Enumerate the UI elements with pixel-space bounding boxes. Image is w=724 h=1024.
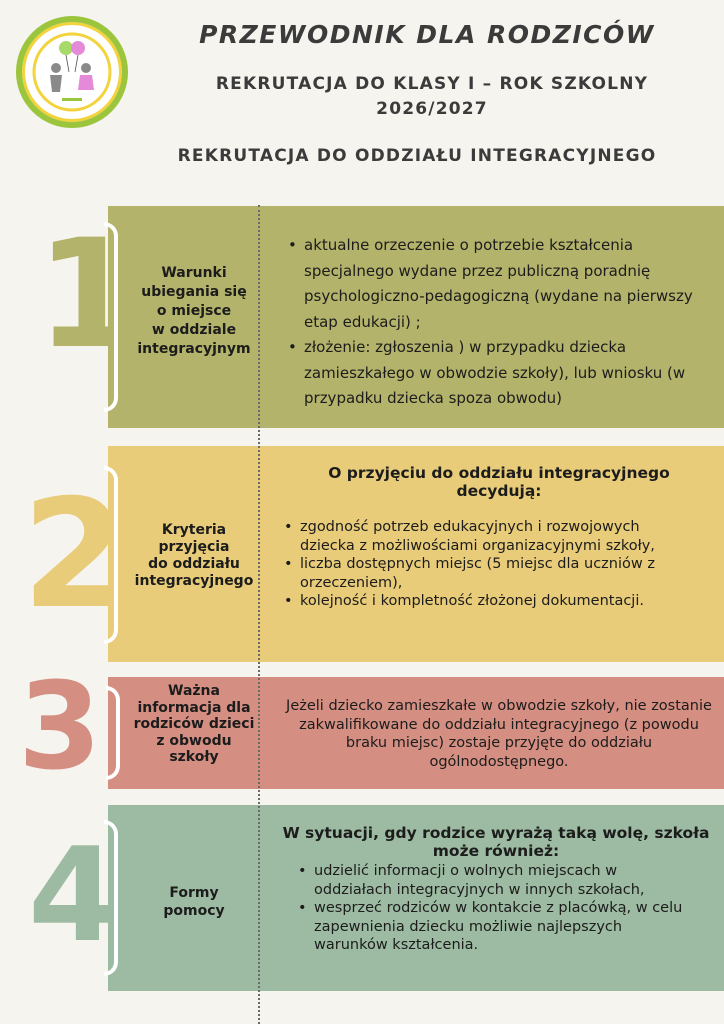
- section-4-number: 4: [28, 819, 119, 971]
- section-1-bracket: [104, 222, 118, 412]
- list-item: • udzielić informacji o wolnych miejscach w oddziałach integracyjnych w innych szkołach,: [296, 862, 716, 899]
- list-item: • zgodność potrzeb edukacyjnych i rozwojowych dziecka z możliwościami organizacyjnymi szkoły,: [282, 518, 716, 555]
- list-item: • kolejność i kompletność złożonej dokumentacji.: [282, 592, 716, 611]
- list-item: • liczba dostępnych miejsc (5 miejsc dla uczniów z orzeczeniem),: [282, 555, 716, 592]
- dotted-divider: [258, 205, 260, 1024]
- section-1-label: Warunki ubiegania się o miejsce w oddziale integracyjnym: [137, 265, 251, 357]
- section-title: REKRUTACJA DO ODDZIAŁU INTEGRACYJNEGO: [177, 146, 657, 166]
- school-logo-icon: [22, 22, 122, 122]
- section-3-content: Jeżeli dziecko zamieszkałe w obwodzie szkoły, nie zostanie zakwalifikowane do oddziału integracyjnego (z powodu braku miejsc) zostaje przyjęte do oddziału ogólnodostępnego.: [286, 698, 712, 770]
- section-4-heading: W sytuacji, gdy rodzice wyrażą taką wolę, szkoła może również:: [282, 824, 710, 860]
- section-3-label: Ważna informacja dla rodziców dzieci z obwodu szkoły: [133, 683, 255, 765]
- list-item: • wesprzeć rodziców w kontakcie z placówką, w celu zapewnienia dziecku możliwie najlepszych warunków kształcenia.: [296, 899, 716, 955]
- section-1-number: 1: [36, 208, 141, 382]
- page-title: PRZEWODNIK DLA RODZICÓW: [199, 20, 655, 49]
- section-1-content: [286, 233, 716, 412]
- section-2-heading: O przyjęciu do oddziału integracyjnego decydują:: [328, 464, 670, 500]
- section-2-content: [282, 464, 716, 611]
- section-4-label: Formy pomocy: [163, 885, 225, 919]
- section-3-number: 3: [18, 658, 102, 797]
- page-subtitle: [150, 72, 714, 122]
- section-4-content: [276, 824, 716, 955]
- section-4-bracket: [104, 820, 118, 976]
- section-3-bracket: [106, 686, 120, 780]
- section-2-label: Kryteria przyjęcia do oddziału integracyjnego: [134, 522, 254, 589]
- section-2-bracket: [104, 466, 118, 644]
- section-2-number: 2: [22, 468, 127, 642]
- list-item: • aktualne orzeczenie o potrzebie kształcenia specjalnego wydane przez publiczną poradnię psychologiczno-pedagogiczną (wydane na pierwszy etap edukacji) ;: [286, 233, 716, 335]
- subtitle-line-2: 2026/2027: [376, 99, 488, 119]
- list-item: • złożenie: zgłoszenia ) w przypadku dziecka zamieszkałego w obwodzie szkoły), lub wniosku (w przypadku dziecka spoza obwodu): [286, 335, 716, 412]
- school-logo: [16, 16, 128, 128]
- subtitle-line-1: REKRUTACJA DO KLASY I – ROK SZKOLNY: [215, 74, 649, 94]
